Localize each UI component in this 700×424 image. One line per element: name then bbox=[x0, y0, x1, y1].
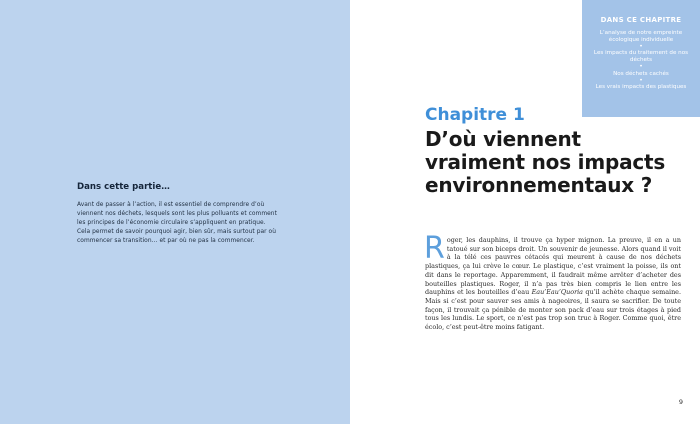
part-intro-heading: Dans cette partie… bbox=[77, 182, 170, 192]
chapter-number: Chapitre 1 bbox=[425, 105, 525, 125]
body-text-part-1: oger, les dauphins, il trouve ça hyper mignon. La preuve, il en a un tatoué sur son biceps droit. Un souvenir de jeunesse. Alors quand il voit à la télé ces pauvres cétacés qui meurent à cause de nos déchets plastiques, ça lui crève le cœur. Le plastique, c’est vraiment la poisse, ils ont dit dans le reportage. Apparemment, il faudrait même arrêter d’acheter des bouteilles plastiques. Roger, il n’a pas très bien compris le lien entre les dauphins et les bouteilles d’eau bbox=[425, 236, 681, 297]
chapter-title: D’où viennent vraiment nos impacts environnementaux ? bbox=[425, 127, 666, 197]
right-page bbox=[350, 0, 700, 424]
chapter-contents-item: Les impacts du traitement de nos déchets bbox=[593, 50, 689, 64]
part-intro bbox=[77, 182, 277, 246]
bullet-icon: • bbox=[639, 76, 643, 84]
chapter-contents-list bbox=[582, 30, 700, 91]
chapter-contents-item: L’analyse de notre empreinte écologique individuelle bbox=[599, 30, 683, 43]
body-text-part-2: qu’il achète chaque semaine. Mais si c’est pour sauver ses amis à nageoires, il saura se sacrifier. De toute façon, il trouvait ça pénible de monter son pack d’eau sur trois étages à pied tous les lundis. Le sport, ce n’est pas trop son truc à Roger. Comme quoi, être écolo, c’est peut-être moins fatigant. bbox=[425, 288, 681, 332]
chapter-contents-title: DANS CE CHAPITRE bbox=[600, 16, 682, 24]
page-number: 9 bbox=[678, 398, 683, 406]
chapter-contents-item: Les vrais impacts des plastiques bbox=[595, 84, 687, 91]
chapter-body-paragraph bbox=[424, 231, 681, 332]
chapter-contents-item: Nos déchets cachés bbox=[613, 70, 669, 77]
brand-name: Eau’Eau’Quoria bbox=[531, 288, 583, 297]
bullet-icon: • bbox=[639, 63, 643, 71]
part-intro-text: Avant de passer à l’action, il est essentiel de comprendre d’où viennent nos déchets, lesquels sont les plus polluants et comment les principes de l’économie circulaire s’appliquent en pratique. Cela permet de savoir pourquoi agir, bien sûr, mais surtout par où commencer sa transition… et par où ne pas la commencer. bbox=[77, 202, 277, 244]
drop-cap: R bbox=[424, 231, 445, 266]
chapter-contents-box bbox=[582, 0, 700, 117]
bullet-icon: • bbox=[639, 42, 643, 50]
